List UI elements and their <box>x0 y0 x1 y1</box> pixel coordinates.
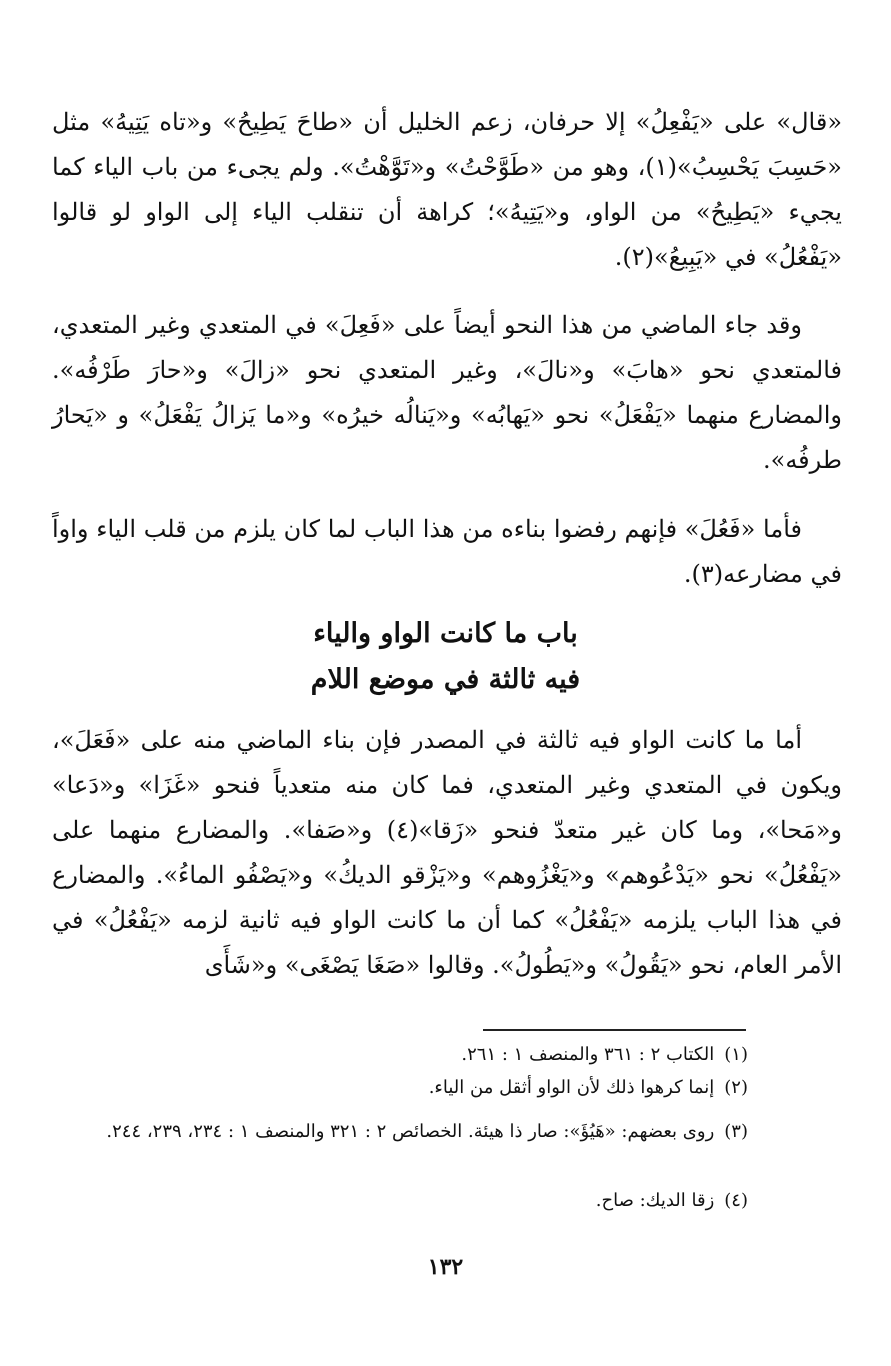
footnote-divider <box>483 1029 746 1031</box>
footnote-number: (٢) <box>724 1077 748 1098</box>
footnote-number: (٣) <box>724 1121 748 1142</box>
paragraph-text: أما ما كانت الواو فيه ثالثة في المصدر فإن بناء الماضي منه على «فَعَلَ»، ويكون في المتعدي وغير المتعدي، فما كان منه متعدياً فنحو «غَزَا» و«دَعا» و«مَحا»، وما كان غير متعدّ فنحو «زَقا»(٤) و«صَفا». والمضارع منهما على «يَفْعُلُ» نحو «يَدْعُوهم» و«يَغْزُوهم» و«يَزْقو الديكُ» و«يَصْفُو الماءُ». والمضارع في هذا الباب يلزمه «يَفْعُلُ» كما أن ما كانت الواو فيه ثانية لزمه «يَفْعُلُ» في الأمر العام، نحو «يَقُولُ» و«يَطُولُ». وقالوا «صَغَا يَصْغَى» و«شَأَى <box>52 726 842 979</box>
footnote-text: الكتاب ٢ : ٣٦١ والمنصف ١ : ٢٦١. <box>461 1044 715 1065</box>
paragraph-2 <box>52 303 842 483</box>
footnote-text: روى بعضهم: «هَيُؤَ»: صار ذا هيئة. الخصائص ٢ : ٣٢١ والمنصف ١ : ٢٣٤، ٢٣٩، ٢٤٤. <box>106 1121 715 1142</box>
section-heading-line-1: باب ما كانت الواو والياء <box>313 618 578 649</box>
section-heading-line-2: فيه ثالثة في موضع اللام <box>310 664 581 695</box>
footnote-text: إنما كرهوا ذلك لأن الواو أثقل من الياء. <box>428 1077 715 1098</box>
footnote-1 <box>52 1040 748 1069</box>
footnote-number: (٤) <box>724 1190 748 1211</box>
paragraph-text: فأما «فَعُلَ» فإنهم رفضوا بناءه من هذا الباب لما كان يلزم من قلب الياء واواً في مضارعه(٣). <box>52 515 842 588</box>
paragraph-text: وقد جاء الماضي من هذا النحو أيضاً على «فَعِلَ» في المتعدي وغير المتعدي، فالمتعدي نحو «هابَ» و«نالَ»، وغير المتعدي نحو «زالَ» و«حارَ طَرْفُه». والمضارع منهما «يَفْعَلُ» نحو «يَهابُه» و«يَنالُه خيرُه» و«ما يَزالُ يَفْعَلُ» و «يَحارُ طرفُه». <box>52 311 842 474</box>
paragraph-1 <box>52 100 842 280</box>
footnote-2 <box>52 1073 748 1102</box>
footnote-4 <box>52 1186 748 1215</box>
footnote-3 <box>52 1117 748 1146</box>
page-number: ١٣٢ <box>427 1254 464 1280</box>
paragraph-text: «قال» على «يَفْعِلُ» إلا حرفان، زعم الخليل أن «طاحَ يَطِيحُ» و«تاه يَتِيهُ» مثل «حَسِبَ يَحْسِبُ»(١)، وهو من «طَوَّحْتُ» و«تَوَّهْتُ». ولم يجىء من باب الياء كما يجيء «يَطِيحُ» من الواو، و«يَتِيهُ»؛ كراهة أن تنقلب الياء إلى الواو لو قالوا «يَفْعُلُ» في «يَبِيعُ»(٢). <box>52 108 842 271</box>
footnote-number: (١) <box>724 1044 748 1065</box>
footnote-text: زقا الديك: صاح. <box>595 1190 715 1211</box>
paragraph-3 <box>52 507 842 597</box>
paragraph-4 <box>52 718 842 988</box>
